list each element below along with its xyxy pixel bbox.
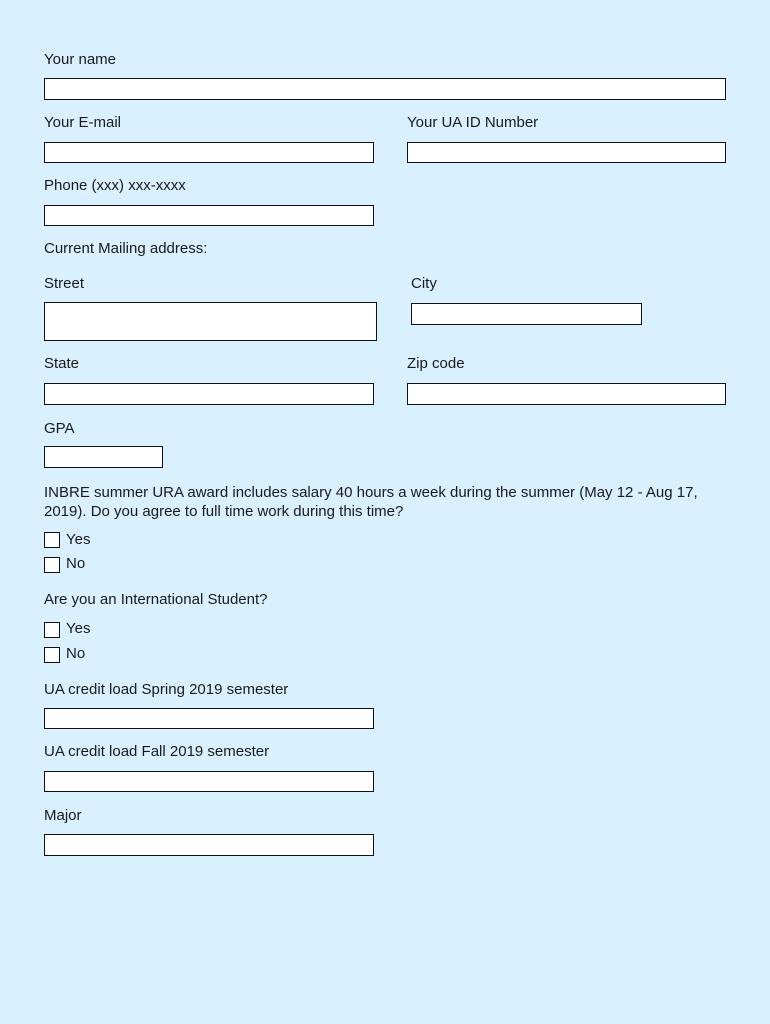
summer-yes-label: Yes (66, 531, 91, 548)
summer-no-checkbox[interactable] (44, 557, 60, 573)
ua-id-input[interactable] (407, 142, 726, 163)
major-input[interactable] (44, 834, 374, 856)
name-label: Your name (44, 51, 116, 68)
summer-no-label: No (66, 555, 86, 572)
credit-spring-input[interactable] (44, 708, 374, 729)
international-yes-checkbox[interactable] (44, 622, 60, 638)
city-input[interactable] (411, 303, 642, 325)
name-input[interactable] (44, 78, 726, 100)
gpa-input[interactable] (44, 446, 163, 468)
city-label: City (411, 275, 437, 292)
phone-input[interactable] (44, 205, 374, 226)
major-label: Major (44, 807, 82, 824)
credit-fall-input[interactable] (44, 771, 374, 792)
international-no-label: No (66, 645, 86, 662)
international-question: Are you an International Student? (44, 591, 268, 608)
gpa-label: GPA (44, 420, 75, 437)
zip-input[interactable] (407, 383, 726, 405)
email-input[interactable] (44, 142, 374, 163)
summer-yes-checkbox[interactable] (44, 532, 60, 548)
international-no-checkbox[interactable] (44, 647, 60, 663)
ua-id-label: Your UA ID Number (407, 114, 539, 131)
state-input[interactable] (44, 383, 374, 405)
summer-work-question: INBRE summer URA award includes salary 40 hours a week during the summer (May 12 - Aug 17, 2019). Do you agree to full time work during this time? (44, 484, 698, 520)
street-label: Street (44, 275, 85, 292)
international-yes-label: Yes (66, 620, 91, 637)
email-label: Your E-mail (44, 114, 121, 131)
state-label: State (44, 355, 80, 372)
phone-label: Phone (xxx) xxx-xxxx (44, 177, 186, 194)
credit-fall-label: UA credit load Fall 2019 semester (44, 743, 270, 760)
zip-label: Zip code (407, 355, 465, 372)
mailing-address-heading: Current Mailing address: (44, 240, 208, 257)
street-input[interactable] (44, 302, 377, 341)
credit-spring-label: UA credit load Spring 2019 semester (44, 681, 289, 698)
